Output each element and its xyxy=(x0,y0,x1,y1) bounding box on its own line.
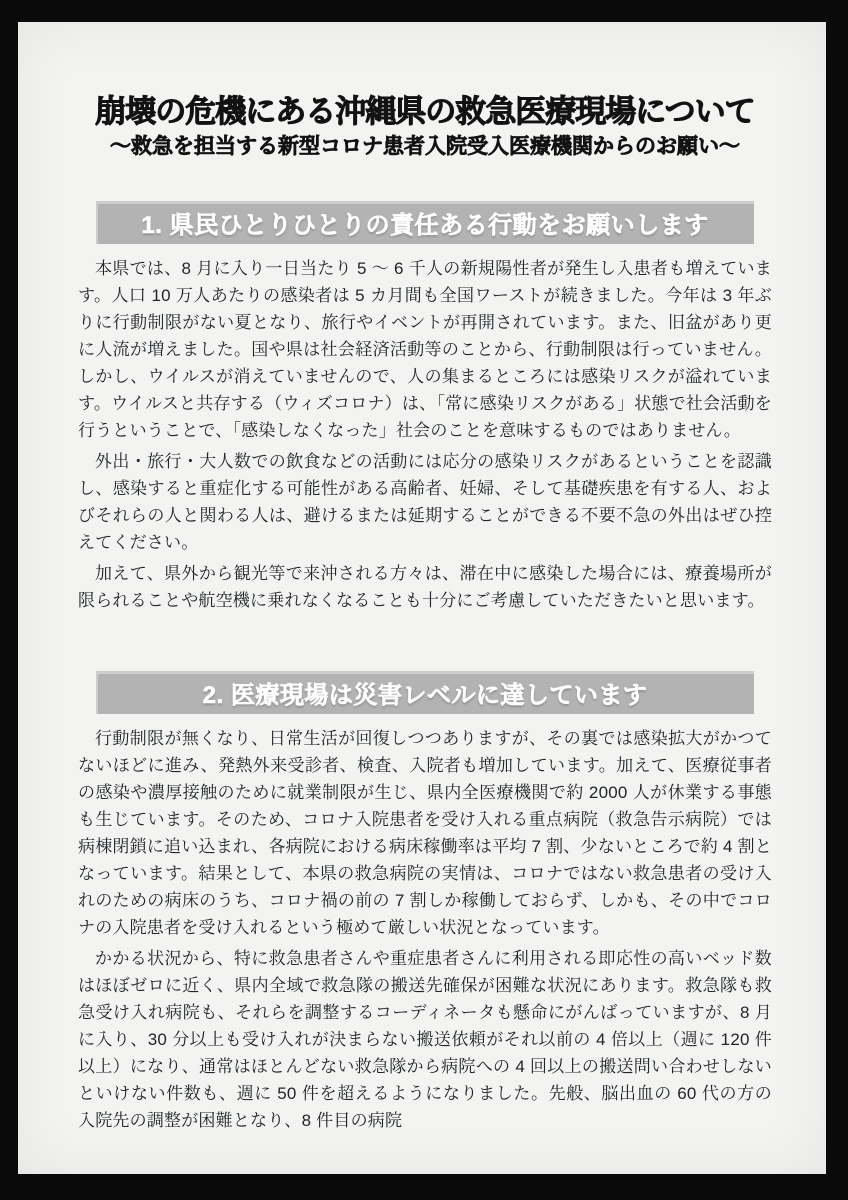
section-1-paragraph-3: 加えて、県外から観光等で来沖される方々は、滞在中に感染した場合には、療養場所が限られることや航空機に乗れなくなることも十分にご考慮していただきたいと思います。 xyxy=(78,564,772,610)
section-2 xyxy=(78,671,772,1134)
document-content xyxy=(18,92,826,1134)
document-title: 崩壊の危機にある沖縄県の救急医療現場について xyxy=(95,94,755,129)
document-page xyxy=(18,22,826,1174)
section-2-body xyxy=(78,725,772,1134)
section-1-body xyxy=(78,255,772,614)
section-2-paragraph-1: 行動制限が無くなり、日常生活が回復しつつありますが、その裏では感染拡大がかつてないほどに進み、発熱外来受診者、検査、入院者も増加しています。加えて、医療従事者の感染や濃厚接触のために就業制限が生じ、県内全医療機関で約 2000 人が休業する事態も生じています。そのため、コロナ入院患者を受け入れる重点病院（救急告示病院）では病棟閉鎖に追い込まれ、各病院における病床稼働率は平均 7 割、少ないところで約 4 割となっています。結果として、本県の救急病院の実情は、コロナではない救急患者の受け入れのための病床のうち、コロナ禍の前の 7 割しか稼働しておらず、しかも、その中でコロナの入院患者を受け入れるという極めて厳しい状況となっています。 xyxy=(78,729,772,937)
section-1-paragraph-2: 外出・旅行・大人数での飲食などの活動には応分の感染リスクがあるということを認識し、感染すると重症化する可能性がある高齢者、妊婦、そして基礎疾患を有する人、およびそれらの人と関わる人は、避けるまたは延期することができる不要不急の外出はぜひ控えてください。 xyxy=(78,452,772,552)
section-1-paragraph-1: 本県では、8 月に入り一日当たり 5 ～ 6 千人の新規陽性者が発生し入患者も増えています。人口 10 万人あたりの感染者は 5 カ月間も全国ワーストが続きました。今年は 3 年ぶりに行動制限がない夏となり、旅行やイベントが再開されています。また、旧盆があり更に人流が増えました。国や県は社会経済活動等のことから、行動制限は行っていません。しかし、ウイルスが消えていませんので、人の集まるところには感染リスクが溢れています。ウイルスと共存する（ウィズコロナ）は、「常に感染リスクがある」状態で社会活動を行うということで、「感染しなくなった」社会のことを意味するものではありません。 xyxy=(78,259,772,440)
document-header xyxy=(78,92,772,162)
section-2-heading: 2. 医療現場は災害レベルに達しています xyxy=(96,671,754,714)
section-1-heading: 1. 県民ひとりひとりの責任ある行動をお願いします xyxy=(96,201,754,244)
document-subtitle: ～救急を担当する新型コロナ患者入院受入医療機関からのお願い～ xyxy=(110,135,740,158)
section-1 xyxy=(78,201,772,614)
section-2-paragraph-2: かかる状況から、特に救急患者さんや重症患者さんに利用される即応性の高いベッド数はほぼゼロに近く、県内全域で救急隊の搬送先確保が困難な状況にあります。救急隊も救急受け入れ病院も、それらを調整するコーディネータも懸命にがんばっていますが、8 月に入り、30 分以上も受け入れが決まらない搬送依頼がそれ以前の 4 倍以上（週に 120 件以上）になり、通常はほとんどない救急隊から病院への 4 回以上の搬送問い合わせしないといけない件数も、週に 50 件を超えるようになりました。先般、脳出血の 60 代の方の入院先の調整が困難となり、8 件目の病院 xyxy=(78,949,772,1130)
